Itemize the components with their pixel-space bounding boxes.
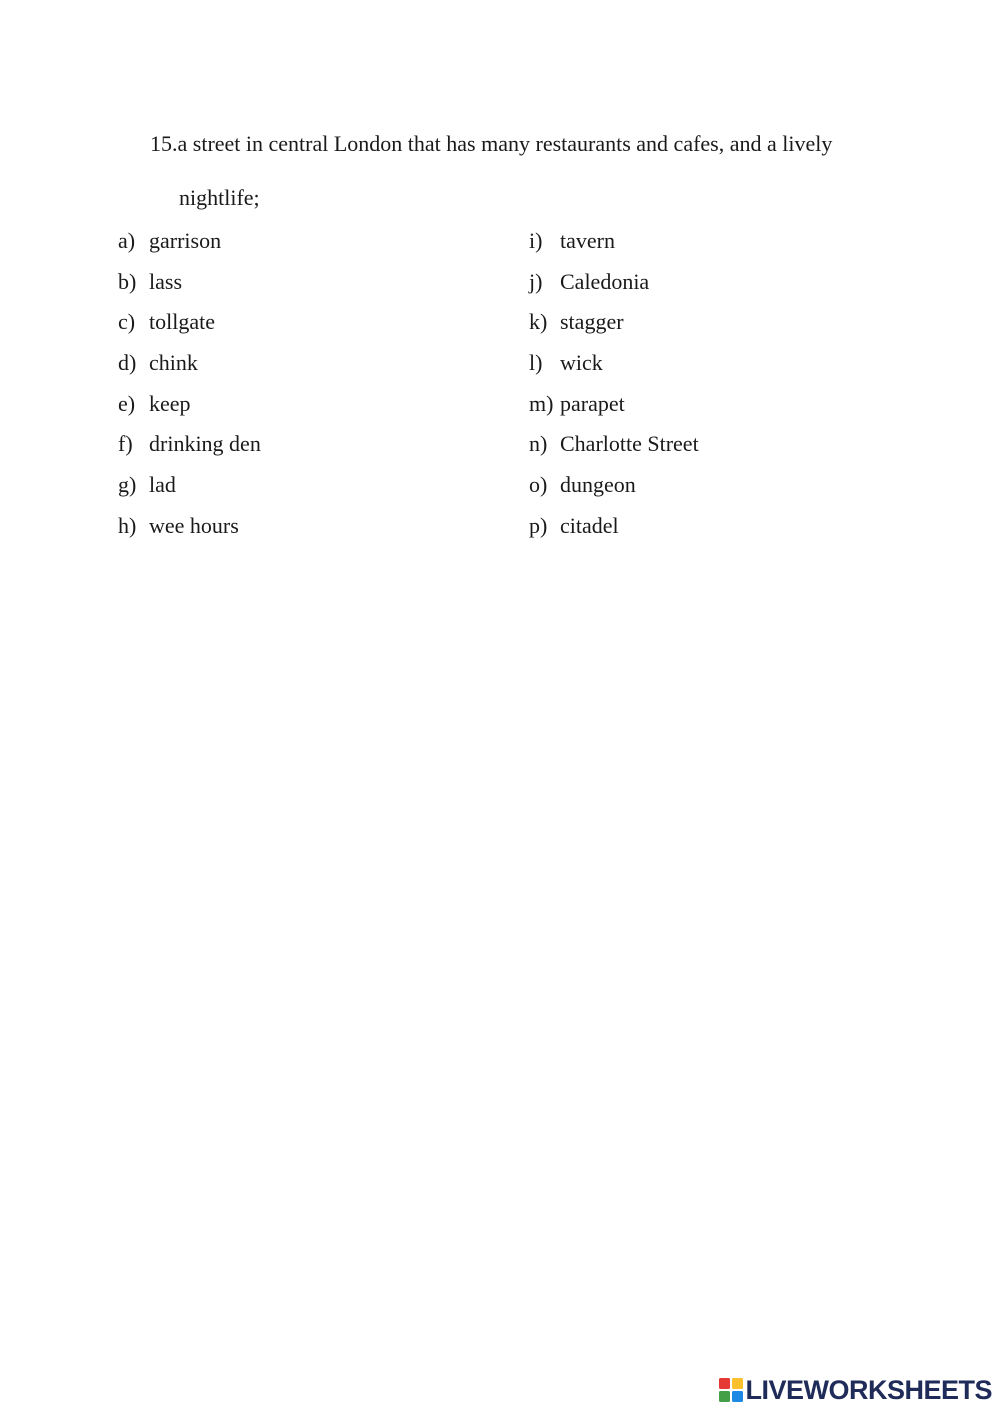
option-letter: n) [529, 431, 548, 457]
option-n [529, 428, 699, 469]
option-letter: l) [529, 350, 543, 376]
question-line-1 [150, 117, 910, 171]
option-text: lass [149, 268, 182, 294]
option-letter: m) [529, 390, 554, 416]
question-15 [150, 117, 910, 225]
option-p [529, 510, 699, 551]
option-i [529, 225, 699, 266]
options-column-left [118, 225, 261, 551]
options-column-right [529, 225, 699, 551]
option-text: wee hours [149, 512, 239, 538]
option-letter: e) [118, 390, 136, 416]
option-text: lad [149, 472, 176, 498]
question-number: 15. [150, 131, 178, 156]
option-b [118, 266, 261, 307]
option-d [118, 347, 261, 388]
option-text: drinking den [149, 431, 261, 457]
question-text-line-1: a street in central London that has many restaurants and cafes, and a lively [177, 131, 833, 156]
option-text: wick [560, 350, 603, 376]
liveworksheets-logo[interactable] [719, 1375, 992, 1405]
option-letter: k) [529, 309, 548, 335]
option-text: tavern [560, 228, 615, 253]
option-letter: j) [529, 268, 543, 294]
option-h [118, 510, 261, 551]
option-c [118, 306, 261, 347]
liveworksheets-logo-icon [719, 1378, 743, 1402]
option-g [118, 469, 261, 510]
option-m [529, 388, 699, 429]
option-text: keep [149, 390, 191, 416]
question-text-line-2: nightlife; [179, 185, 260, 210]
option-f [118, 428, 261, 469]
liveworksheets-logo-text: LIVEWORKSHEETS [745, 1374, 992, 1405]
option-text: stagger [560, 309, 624, 335]
option-letter: b) [118, 268, 137, 294]
option-letter: h) [118, 512, 137, 538]
option-e [118, 388, 261, 429]
option-letter: c) [118, 309, 136, 335]
option-letter: p) [529, 512, 548, 538]
option-letter: i) [529, 228, 543, 253]
option-letter: f) [118, 431, 133, 457]
option-text: tollgate [149, 309, 215, 335]
option-text: Caledonia [560, 268, 650, 294]
option-letter: g) [118, 472, 137, 498]
option-k [529, 306, 699, 347]
option-text: chink [149, 350, 198, 376]
option-text: garrison [149, 228, 222, 253]
option-text: parapet [560, 390, 625, 416]
option-j [529, 266, 699, 307]
option-letter: d) [118, 350, 137, 376]
option-text: citadel [560, 512, 619, 538]
option-letter: o) [529, 472, 548, 498]
option-l [529, 347, 699, 388]
option-text: dungeon [560, 472, 636, 498]
option-o [529, 469, 699, 510]
option-a [118, 225, 261, 266]
option-text: Charlotte Street [560, 431, 699, 457]
option-letter: a) [118, 228, 136, 253]
